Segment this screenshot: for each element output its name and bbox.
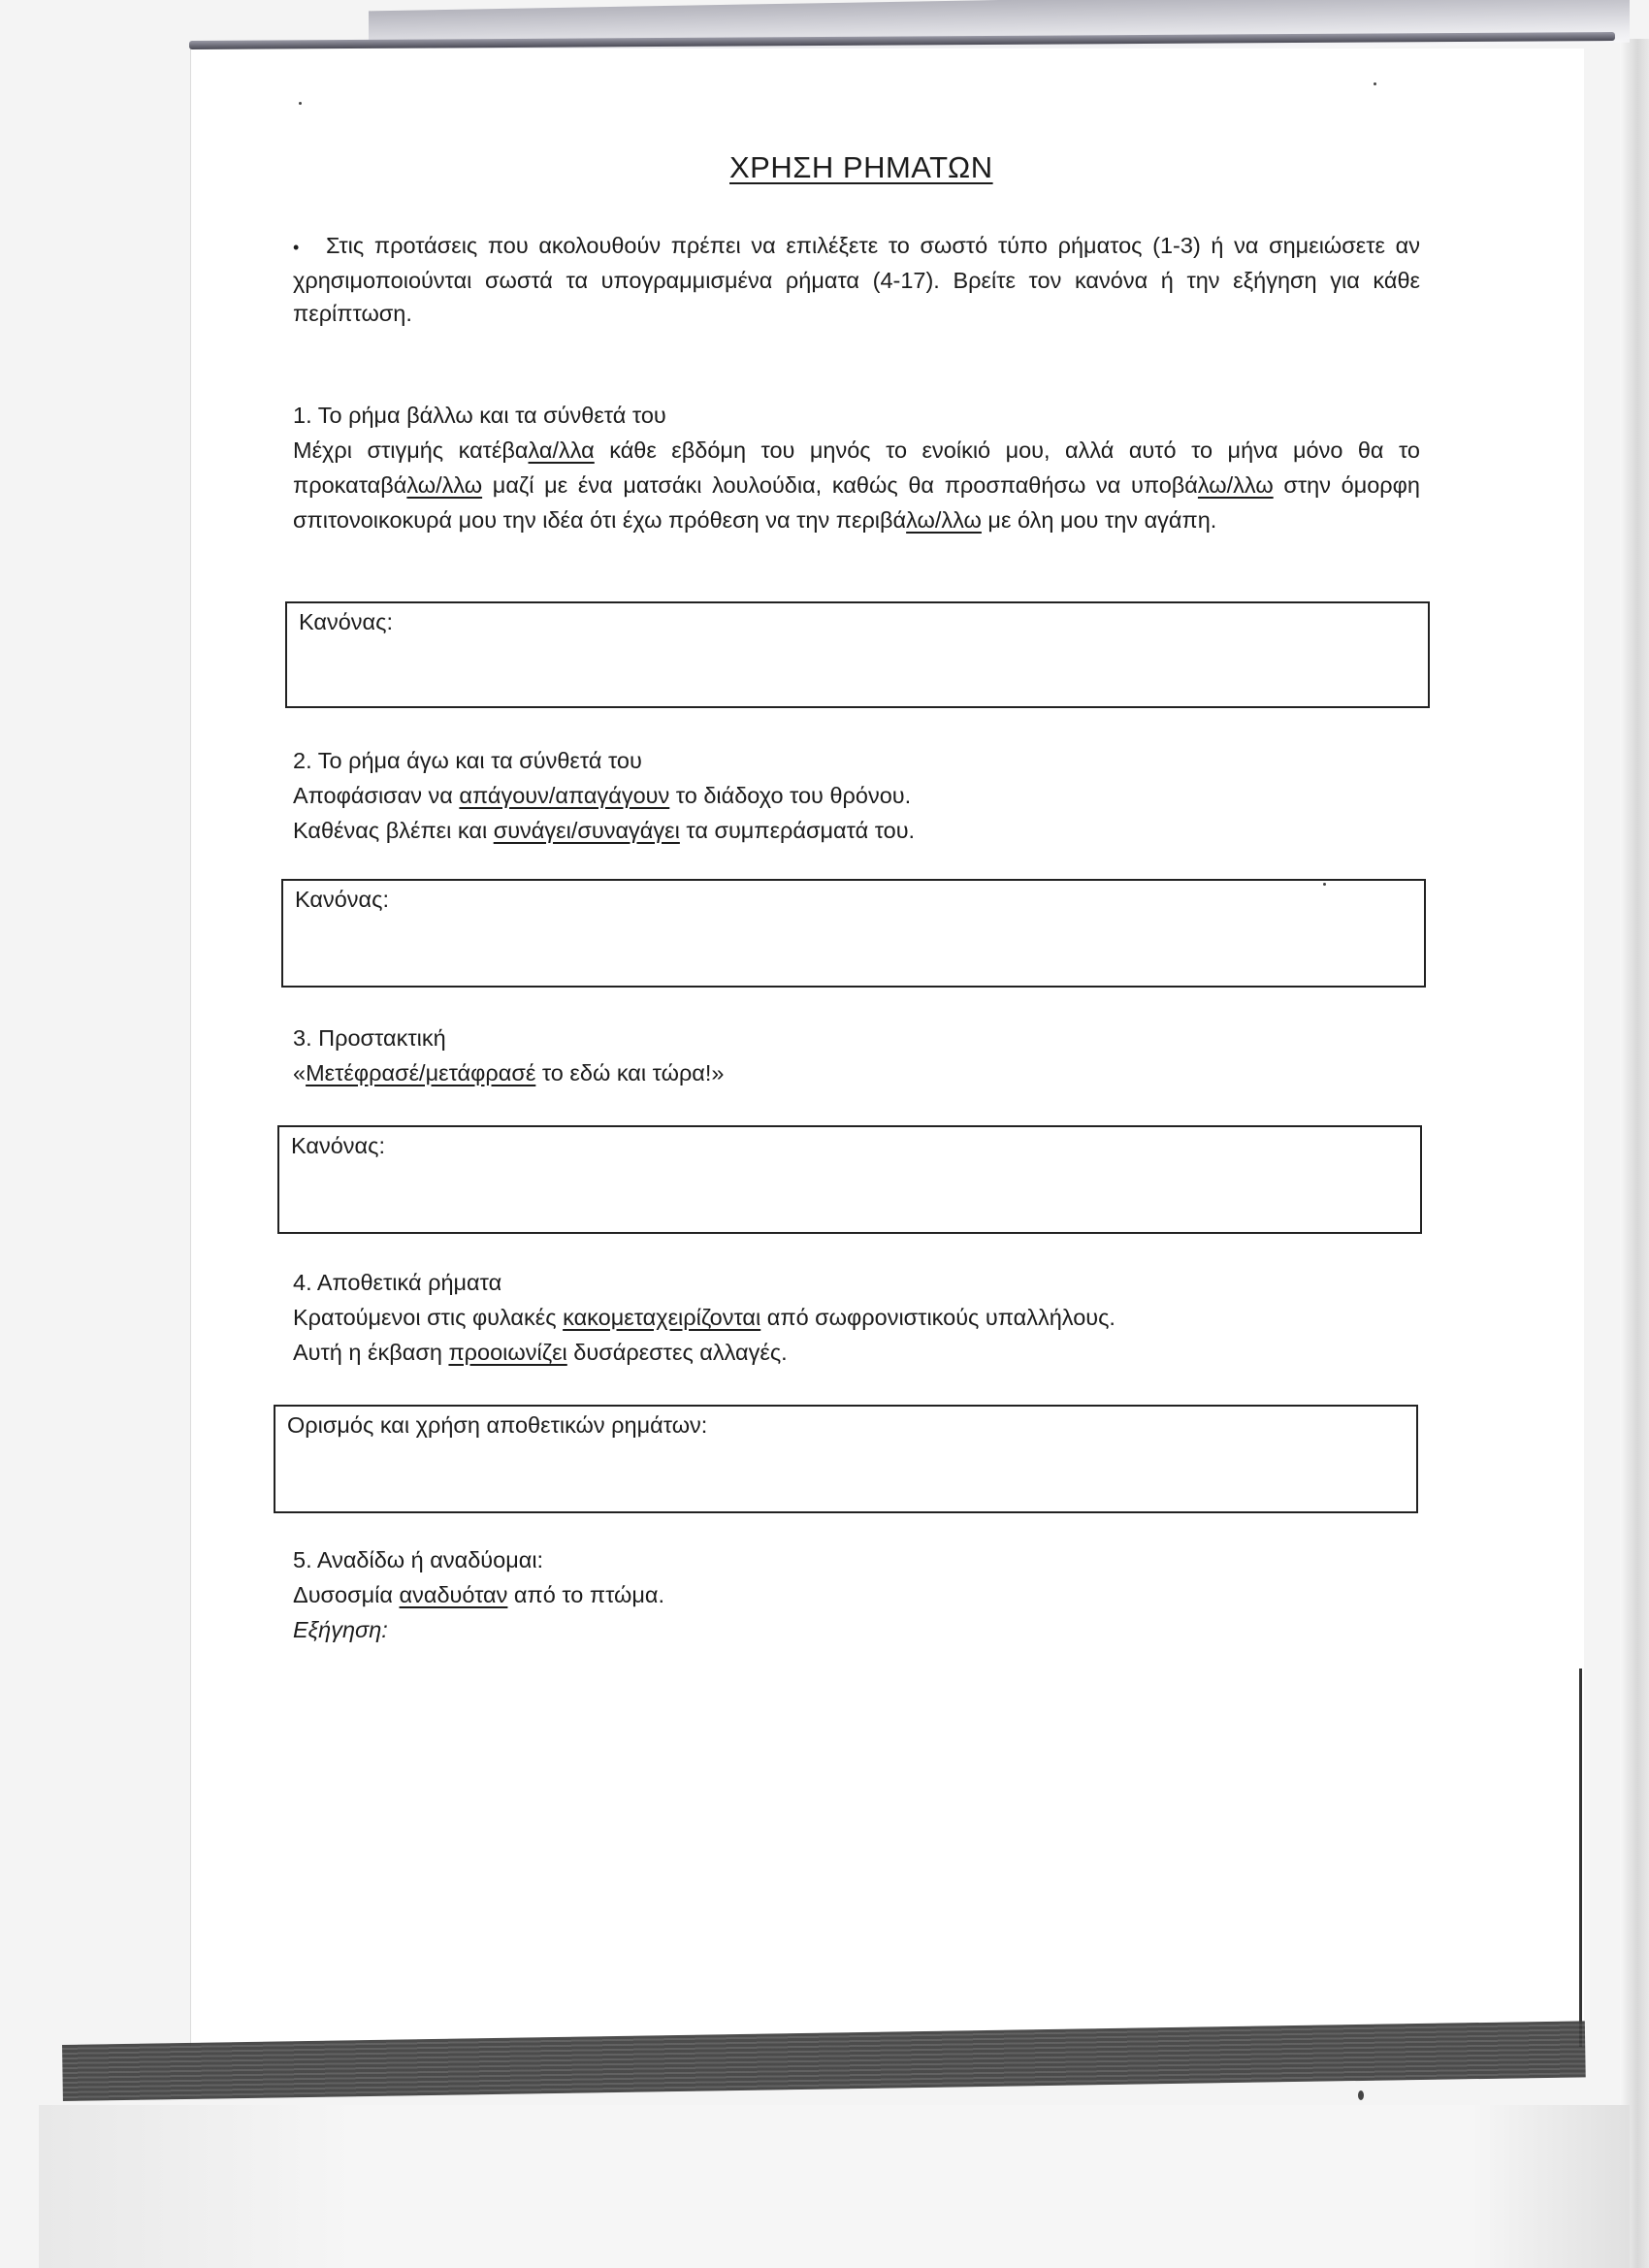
section-heading: 5. Αναδίδω ή αναδύομαι: [293,1547,544,1572]
section-paragraph [293,433,1420,537]
text-segment: δυσάρεστες αλλαγές. [566,1340,788,1365]
scan-speck [1374,82,1376,85]
rule-box-2[interactable] [281,879,1426,988]
rule-box-label: Κανόνας: [291,1133,385,1158]
underlined-verb: λω/λλω [1197,472,1274,498]
sentence-line [293,1300,1420,1335]
section-heading: 2. Το ρήμα άγω και τα σύνθετά του [293,748,642,773]
text-segment: Μέχρι στιγμής κατέβα [293,437,529,463]
text-segment: Αυτή η έκβαση [293,1340,449,1365]
underlined-verb: λα/λλα [528,437,595,463]
underlined-verb: λω/λλω [406,472,483,498]
text-segment: Κρατούμενοι στις φυλακές [293,1305,564,1330]
instructions [293,229,1420,330]
underlined-verb: κακομεταχειρίζονται [563,1305,761,1330]
underlined-verb: προοιωνίζει [448,1340,567,1365]
section-5 [293,1542,1420,1647]
text-segment: από σωφρονιστικούς υπαλλήλους. [760,1305,1116,1330]
text-segment: Δυσοσμία [293,1582,400,1607]
rule-box-3[interactable] [277,1125,1422,1234]
scanner-shadow-right [1620,39,1649,2268]
sentence-line [293,1577,1420,1612]
section-heading: 4. Αποθετικά ρήματα [293,1270,502,1295]
text-segment: μαζί με ένα ματσάκι λουλούδια, καθώς θα προσπαθήσω να υποβά [482,472,1198,498]
section-2 [293,743,1420,848]
underlined-verb: συνάγει/συναγάγει [493,818,680,843]
text-segment: με όλη μου την αγάπη. [981,507,1217,533]
instructions-text: Στις προτάσεις που ακολουθούν πρέπει να επιλέξετε το σωστό τύπο ρήματος (1-3) ή να σημειώσετε αν χρησιμοποιούνται σωστά τα υπογραμμισμένα ρήματα (4-17). Βρείτε τον κανόνα ή την εξήγηση για κάθε περίπτωση. [293,233,1420,326]
scan-speck [299,102,302,105]
underlined-verb: αναδυόταν [399,1582,508,1607]
text-segment: Καθένας βλέπει και [293,818,494,843]
text-segment: « [293,1060,307,1085]
sentence-line [293,1335,1420,1370]
section-heading: 1. Το ρήμα βάλλω και τα σύνθετά του [293,403,666,428]
definition-box-4[interactable] [274,1405,1418,1513]
underlined-verb: απάγουν/απαγάγουν [459,783,670,808]
sentence-line [293,778,1420,813]
scanner-bed [39,2105,1630,2268]
page-right-edge [1579,1669,1582,2047]
section-heading: 3. Προστακτική [293,1025,446,1051]
underlined-verb: Μετέφρασέ/μετάφρασέ [306,1060,536,1085]
text-segment: το διάδοχο του θρόνου. [669,783,912,808]
underlined-verb: λω/λλω [906,507,982,533]
sentence-line [293,1055,1420,1090]
text-segment: από το πτώμα. [507,1582,665,1607]
section-1 [293,398,1420,537]
bullet-icon: • [293,238,300,257]
text-segment: τα συμπεράσματά του. [679,818,916,843]
scan-speck [1323,883,1326,886]
page-title: ΧΡΗΣΗ ΡΗΜΑΤΩΝ [729,150,993,184]
text-segment: Αποφάσισαν να [293,783,460,808]
rule-box-label: Κανόνας: [299,609,393,634]
explanation-label[interactable]: Εξήγηση: [293,1617,388,1642]
text-segment: κάθε εβδόμη του μηνός το ενοίκιό μου, αλλά αυτό το μήνα μόνο θα το προκαταβά [293,437,1421,498]
text-segment: στην όμορφη σπιτονοικοκυρά μου την ιδέα ότι έχω πρόθεση να την περιβά [293,472,1420,533]
section-3 [293,1021,1420,1090]
rule-box-label: Κανόνας: [295,887,389,912]
scan-speck [1358,2090,1364,2100]
text-segment: το εδώ και τώρα!» [535,1060,725,1085]
rule-box-1[interactable] [285,601,1430,708]
section-4 [293,1265,1420,1370]
sentence-line [293,813,1420,848]
definition-box-label: Ορισμός και χρήση αποθετικών ρημάτων: [287,1412,708,1438]
